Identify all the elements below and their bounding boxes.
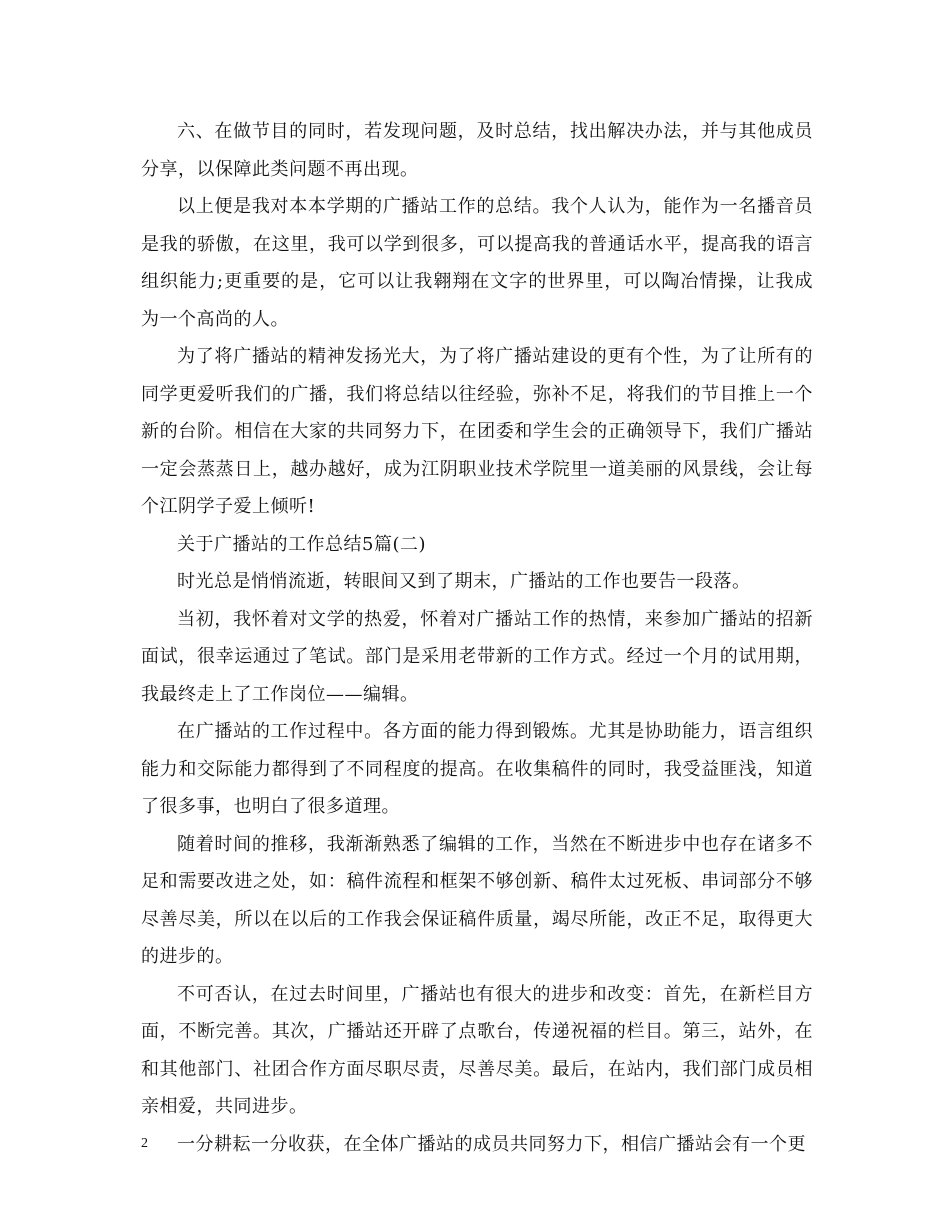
paragraph: 时光总是悄悄流逝，转眼间又到了期末，广播站的工作也要告一段落。 bbox=[177, 571, 751, 592]
paragraph: 为了将广播站的精神发扬光大，为了将广播站建设的更有个性，为了让所有的同学更爱听我们的广播，我们将总结以往经验，弥补不足，将我们的节目推上一个新的台阶。相信在大家的共同努力下，在团委和学生会的正确领导下，我们广播站一定会蒸蒸日上，越办越好，成为江阴职业技术学院里一道美丽的风景线，会让每个江阴学子爱上倾听! bbox=[141, 346, 813, 517]
paragraph: 一分耕耘一分收获，在全体广播站的成员共同努力下，相信广播站会有一个更 bbox=[177, 1133, 806, 1155]
section-heading: 关于广播站的工作总结5篇(二) bbox=[177, 533, 426, 555]
page-number: 2 bbox=[141, 1136, 148, 1151]
paragraph: 不可否认，在过去时间里，广播站也有很大的进步和改变：首先，在新栏目方面，不断完善。其次，广播站还开辟了点歌台，传递祝福的栏目。第三，站外，在和其他部门、社团合作方面尽职尽责，尽善尽美。最后，在站内，我们部门成员相亲相爱，共同进步。 bbox=[141, 983, 813, 1117]
document-body bbox=[141, 113, 813, 1163]
paragraph: 当初，我怀着对文学的热爱，怀着对广播站工作的热情，来参加广播站的招新面试，很幸运通过了笔试。部门是采用老带新的工作方式。经过一个月的试用期，我最终走上了工作岗位——编辑。 bbox=[141, 608, 813, 705]
paragraph: 六、在做节目的同时，若发现问题，及时总结，找出解决办法，并与其他成员分享，以保障此类问题不再出现。 bbox=[141, 121, 813, 180]
paragraph: 在广播站的工作过程中。各方面的能力得到锻炼。尤其是协助能力，语言组织能力和交际能力都得到了不同程度的提高。在收集稿件的同时，我受益匪浅，知道了很多事，也明白了很多道理。 bbox=[141, 721, 813, 817]
paragraph: 随着时间的推移，我渐渐熟悉了编辑的工作，当然在不断进步中也存在诸多不足和需要改进之处，如：稿件流程和框架不够创新、稿件太过死板、串词部分不够尽善尽美，所以在以后的工作我会保证稿件质量，竭尽所能，改正不足，取得更大的进步的。 bbox=[141, 833, 813, 967]
paragraph: 以上便是我对本本学期的广播站工作的总结。我个人认为，能作为一名播音员是我的骄傲，在这里，我可以学到很多，可以提高我的普通话水平，提高我的语言组织能力;更重要的是，它可以让我翱翔在文字的世界里，可以陶冶情操，让我成为一个高尚的人。 bbox=[141, 196, 813, 330]
